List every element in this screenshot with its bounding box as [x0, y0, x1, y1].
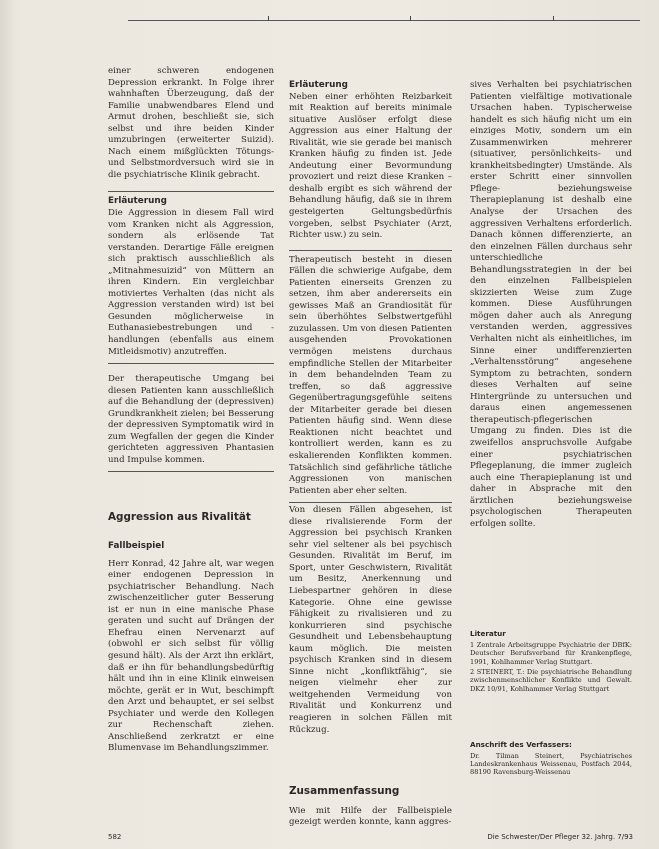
reference-item: 2 STEINERT, T.: Die psychiatrische Behandlung zwischenmenschlicher Konflikte und Gewalt. DKZ 10/91, Kohlhammer Verlag Stuttgart	[470, 667, 632, 693]
col2-therapy-box	[289, 250, 452, 503]
top-tick	[268, 16, 269, 21]
section-heading-summary: Zusammenfassung	[289, 785, 400, 798]
col1-intro: einer schweren endogenen Depression erkrankt. In Folge ihrer wahnhaften Überzeugung, daß der Familie unabwendbares Elend und Armut drohen, beschließt sie, sich selbst und ihre beiden Kinder umzubringen (erweiterter Suizid). Nach einem mißglückten Tötungs- und Selbstmordversuch wird sie in die psychiatrische Klinik gebracht.	[108, 66, 274, 180]
col1-explanation-box	[108, 191, 274, 364]
case-example-text: Herr Konrad, 42 Jahre alt, war wegen einer endogenen Depression in psychiatrischer Behandlung. Nach zwischenzeitlicher guter Besserung ist er nun in eine manische Phase geraten und sucht auf Drängen der Ehefrau einen Nervenarzt auf (obwohl er sich selbst für völlig gesund hält). Als der Arzt ihn erklärt, daß er ihn für behandlungsbedürftig hält und ihn in eine Klinik einweisen möchte, gerät er in Wut, beschimpft den Arzt und behauptet, er sei selbst Psychiater und werde den Kollegen zur Rechenschaft ziehen. Anschließend zerkratzt er eine Blumenvase im Behandlungszimmer.	[108, 558, 274, 754]
journal-footer: Die Schwester/Der Pfleger 32. Jahrg. 7/93	[487, 833, 633, 841]
column-1	[108, 66, 274, 755]
col1-therapy-text: Der therapeutische Umgang bei diesen Patienten kann ausschließlich auf die Behandlung der (depressiven) Grundkrankheit zielen; bei Besserung der depressiven Symptomatik wird in zum Wegfallen der gegen die Kinder gerichteten aggressiven Phantasien und Impulse kommen.	[108, 374, 274, 465]
col2-therapy-text: Therapeutisch besteht in diesen Fällen die schwierige Aufgabe, dem Patienten einerseits Grenzen zu setzen, ihm aber andererseits ein gewisses Maß an Grandiosität für sein überhöhtes Selbstwertgefühl zuzulassen. Um von diesen Patienten ausgehenden Provokationen vermögen meistens durchaus empfindliche Stellen der Mitarbeiter in dem behandelnden Team zu treffen, so daß aggressive Gegenübertragungsgefühle seitens der Mitarbeiter gerade bei diesen Patienten häufig sind. Wenn diese Reaktionen nicht beachtet und kontrolliert werden, kann es zu eskalierenden Konflikten kommen. Tatsächlich sind gefährliche tätliche Aggressionen von manischen Patienten aber eher selten.	[289, 254, 452, 496]
references	[470, 630, 632, 693]
col3-summary-continued: sives Verhalten bei psychiatrischen Patienten vielfältige motivationale Ursachen haben. Typischerweise handelt es sich häufig nicht um ein einziges Motiv, sondern um ein Zusammenwirken mehrerer (situativer, persönlichkeits- und krankheitsbedingter) Umstände. Als erster Schritt einer sinnvollen Pflege- beziehungsweise Therapieplanung ist deshalb eine Analyse der Ursachen des aggressiven Verhaltens erforderlich. Danach können differenzierte, an den einzelnen Fällen durchaus sehr unterschiedliche Behandlungsstrategien in der bei den einzelnen Fallbeispielen skizzierten Weise zum Zuge kommen. Diese Ausführungen mögen daher auch als Anregung verstanden werden, aggressives Verhalten nicht als einheitliches, im Sinne einer undifferenzierten „Verhaltensstörung“ angesehene Symptom zu betrachten, sondern dieses Verhalten auf seine Hintergründe zu untersuchen und daraus einen angemessenen therapeutisch-pflegerischen Umgang zu finden. Dies ist die zweifellos anspruchsvolle Aufgabe einer psychiatrischen Pflegeplanung, die immer zugleich auch eine Therapieplanung ist und daher in Absprache mit den ärztlichen beziehungsweise psychologischen Therapeuten erfolgen sollte.	[470, 80, 632, 529]
col1-therapy-box	[108, 374, 274, 471]
col2-explanation-heading: Erläuterung	[289, 80, 348, 90]
col1-explanation-text: Die Aggression in diesem Fall wird vom Kranken nicht als Aggression, sondern als erlösende Tat verstanden. Derartige Fälle ereignen sich praktisch ausschließlich als „Mitnahmesuizid“ von Müttern an ihren Kindern. Ein vergleichbar motiviertes Verhalten (das nicht als Aggression verstanden wird) ist bei Gesunden möglicherweise in Euthanasiebestrebungen und -handlungen (ebenfalls aus einem Mitleidsmotiv) anzutreffen.	[108, 208, 274, 357]
author-address-heading: Anschrift des Verfassers:	[470, 740, 572, 750]
top-tick	[410, 16, 411, 21]
col1-explanation-heading: Erläuterung	[108, 196, 167, 207]
references-heading: Literatur	[470, 629, 506, 639]
summary-text: Wie mit Hilfe der Fallbeispiele gezeigt werden konnte, kann aggres-	[289, 805, 452, 828]
author-address-text: Dr. Tilman Steinert, Psychiatrisches Landeskrankenhaus Weissenau, Postfach 2044, 88190 Ravensburg-Weissenau	[470, 751, 632, 777]
author-address	[470, 741, 632, 777]
section-heading-rivalry: Aggression aus Rivalität	[108, 510, 251, 523]
col2-rivalry-text: Von diesen Fällen abgesehen, ist diese rivalisierende Form der Aggression bei psychisch Kranken sehr viel seltener als bei psychisch Gesunden. Rivalität im Beruf, im Sport, unter Geschwistern, Rivalität um Besitz, Anerkennung und Liebespartner gehören in diese Kategorie. Ohne eine gewisse Fähigkeit zu rivalisieren und zu konkurrieren sind psychische Gesundheit und Lebensbehauptung kaum möglich. Die meisten psychisch Kranken sind in diesem Sinne nicht „konfliktfähig“, sie neigen vielmehr eher zur weitgehenden Vermeidung von Rivalität und Konkurrenz und reagieren in solchen Fällen mit Rückzug.	[289, 505, 452, 735]
case-example-heading: Fallbeispiel	[108, 541, 165, 552]
reference-item: 1 Zentrale Arbeitsgruppe Psychiatrie der DBfK: Deutscher Berufsverband für Krankenpflege, 1991, Kohlhammer Verlag Stuttgart.	[470, 640, 632, 666]
column-2	[289, 80, 452, 829]
column-3	[470, 80, 632, 779]
top-rule	[128, 20, 640, 21]
top-tick	[553, 16, 554, 21]
page-number: 582	[108, 833, 122, 841]
col2-explanation-text: Neben einer erhöhten Reizbarkeit mit Reaktion auf bereits minimale situative Auslöser erfolgt diese Aggression aus einer Haltung der Rivalität, wie sie gerade bei manisch Kranken häufig zu finden ist. Jede Andeutung einer Bevormundung provoziert und reizt diese Kranken – deshalb ergibt es sich während der Behandlung häufig, daß sie in ihrem gesteigerten Geltungsbedürfnis vorgeben, selbst Psychiater (Arzt, Richter usw.) zu sein.	[289, 91, 452, 241]
